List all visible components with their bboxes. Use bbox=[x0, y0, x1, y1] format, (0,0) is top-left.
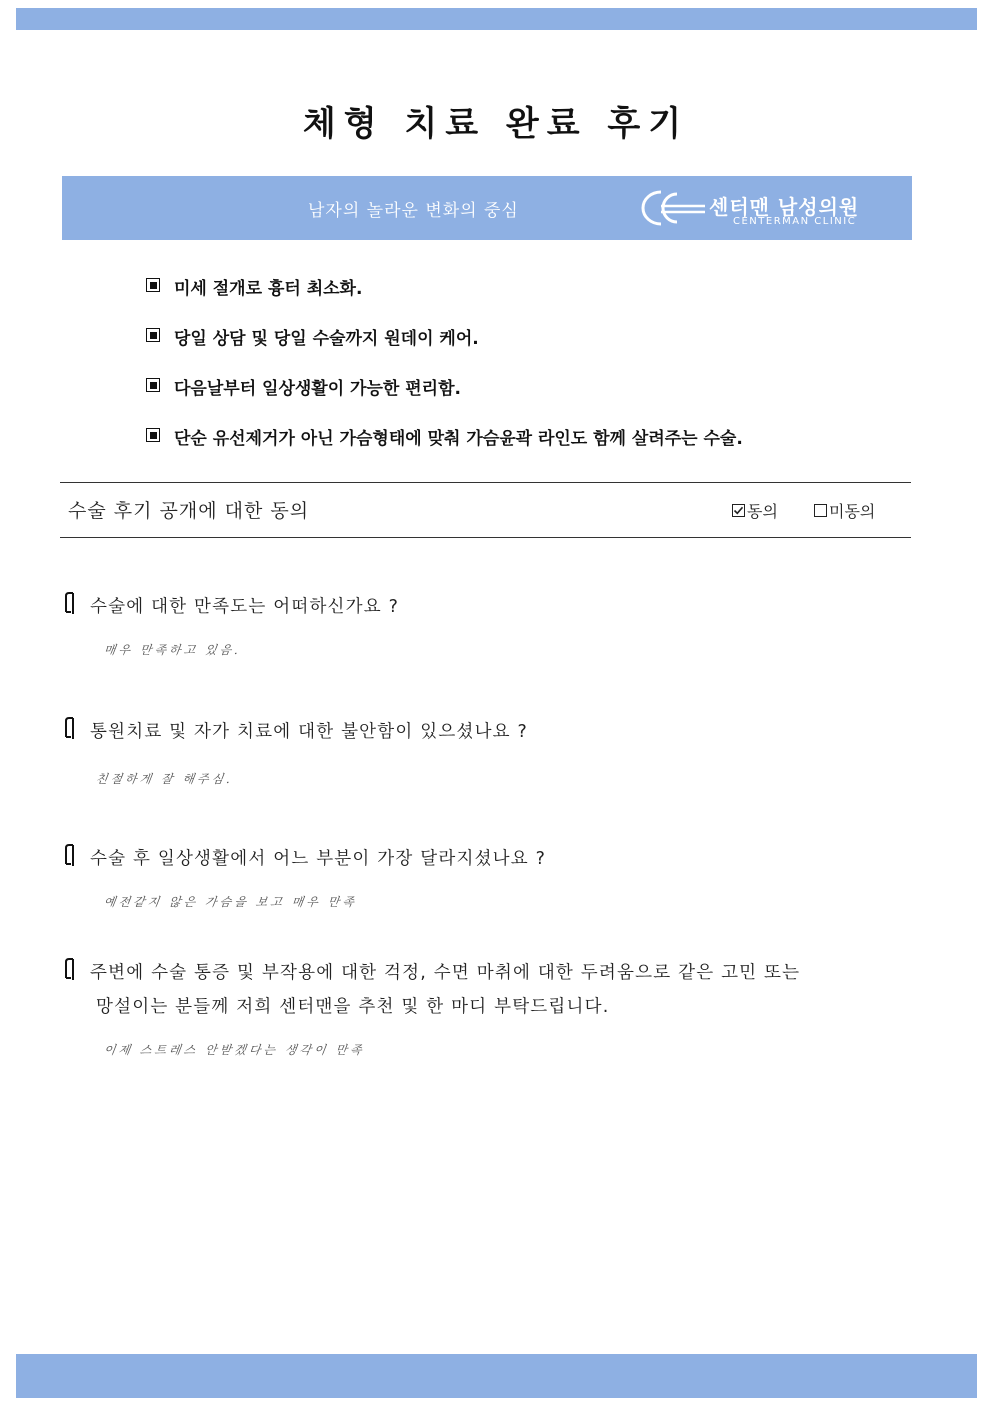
handwritten-answer: 예전같지 않은 가슴을 보고 매우 만족 bbox=[102, 895, 358, 909]
question-text: 수술 후 일상생활에서 어느 부분이 가장 달라지셨나요 ? bbox=[90, 849, 547, 869]
filled-square-icon bbox=[146, 378, 160, 392]
feature-text: 단순 유선제거가 아닌 가슴형태에 맞춰 가슴윤곽 라인도 함께 살려주는 수술. bbox=[174, 429, 743, 449]
question-mark-icon bbox=[62, 715, 84, 741]
feature-item bbox=[146, 424, 926, 474]
disagree-label: 미동의 bbox=[829, 502, 876, 521]
question-mark-icon bbox=[62, 956, 84, 982]
feature-text: 다음날부터 일상생활이 가능한 편리함. bbox=[174, 379, 461, 399]
handwritten-answer: 친절하게 잘 해주심. bbox=[94, 772, 235, 786]
handwritten-answer: 이제 스트레스 안받겠다는 생각이 만족 bbox=[102, 1043, 366, 1057]
filled-square-icon bbox=[146, 428, 160, 442]
filled-square-icon bbox=[146, 328, 160, 342]
feature-item bbox=[146, 324, 926, 374]
clinic-logo bbox=[627, 186, 897, 230]
centerman-logo-icon bbox=[627, 186, 707, 230]
bottom-color-band bbox=[16, 1354, 977, 1398]
question-line-1: 주변에 수술 통증 및 부작용에 대한 걱정, 수면 마취에 대한 두려움으로 같은 고민 또는 bbox=[90, 963, 801, 983]
feature-text: 당일 상담 및 당일 수술까지 원데이 케어. bbox=[174, 329, 479, 349]
question-text: 수술에 대한 만족도는 어떠하신가요 ? bbox=[90, 597, 400, 617]
top-color-band bbox=[16, 8, 977, 30]
logo-subtitle: CENTERMAN CLINIC bbox=[733, 216, 857, 227]
filled-square-icon bbox=[146, 278, 160, 292]
question-text bbox=[90, 956, 800, 1024]
question-line-2: 망설이는 분들께 저희 센터맨을 추천 및 한 마디 부탁드립니다. bbox=[96, 997, 610, 1017]
consent-row bbox=[60, 482, 911, 538]
checked-checkbox-icon[interactable] bbox=[732, 504, 745, 517]
consent-label: 수술 후기 공개에 대한 동의 bbox=[68, 500, 310, 522]
page-title: 체형 치료 완료 후기 bbox=[302, 104, 690, 144]
logo-name: 센터맨 남성의원 bbox=[709, 195, 860, 219]
feature-item bbox=[146, 374, 926, 424]
question-mark-icon bbox=[62, 842, 84, 868]
feature-text: 미세 절개로 흉터 최소화. bbox=[174, 279, 363, 299]
disagree-option[interactable] bbox=[814, 499, 875, 522]
agree-option[interactable] bbox=[732, 499, 778, 522]
unchecked-checkbox-icon[interactable] bbox=[814, 504, 827, 517]
question-text: 통원치료 및 자가 치료에 대한 불안함이 있으셨나요 ? bbox=[90, 722, 529, 742]
banner-tagline: 남자의 놀라운 변화의 중심 bbox=[308, 201, 519, 221]
agree-label: 동의 bbox=[747, 502, 778, 521]
feature-list bbox=[146, 274, 926, 474]
clinic-banner bbox=[62, 176, 912, 240]
handwritten-answer: 매우 만족하고 있음. bbox=[102, 643, 243, 657]
question-mark-icon bbox=[62, 590, 84, 616]
feature-item bbox=[146, 274, 926, 324]
